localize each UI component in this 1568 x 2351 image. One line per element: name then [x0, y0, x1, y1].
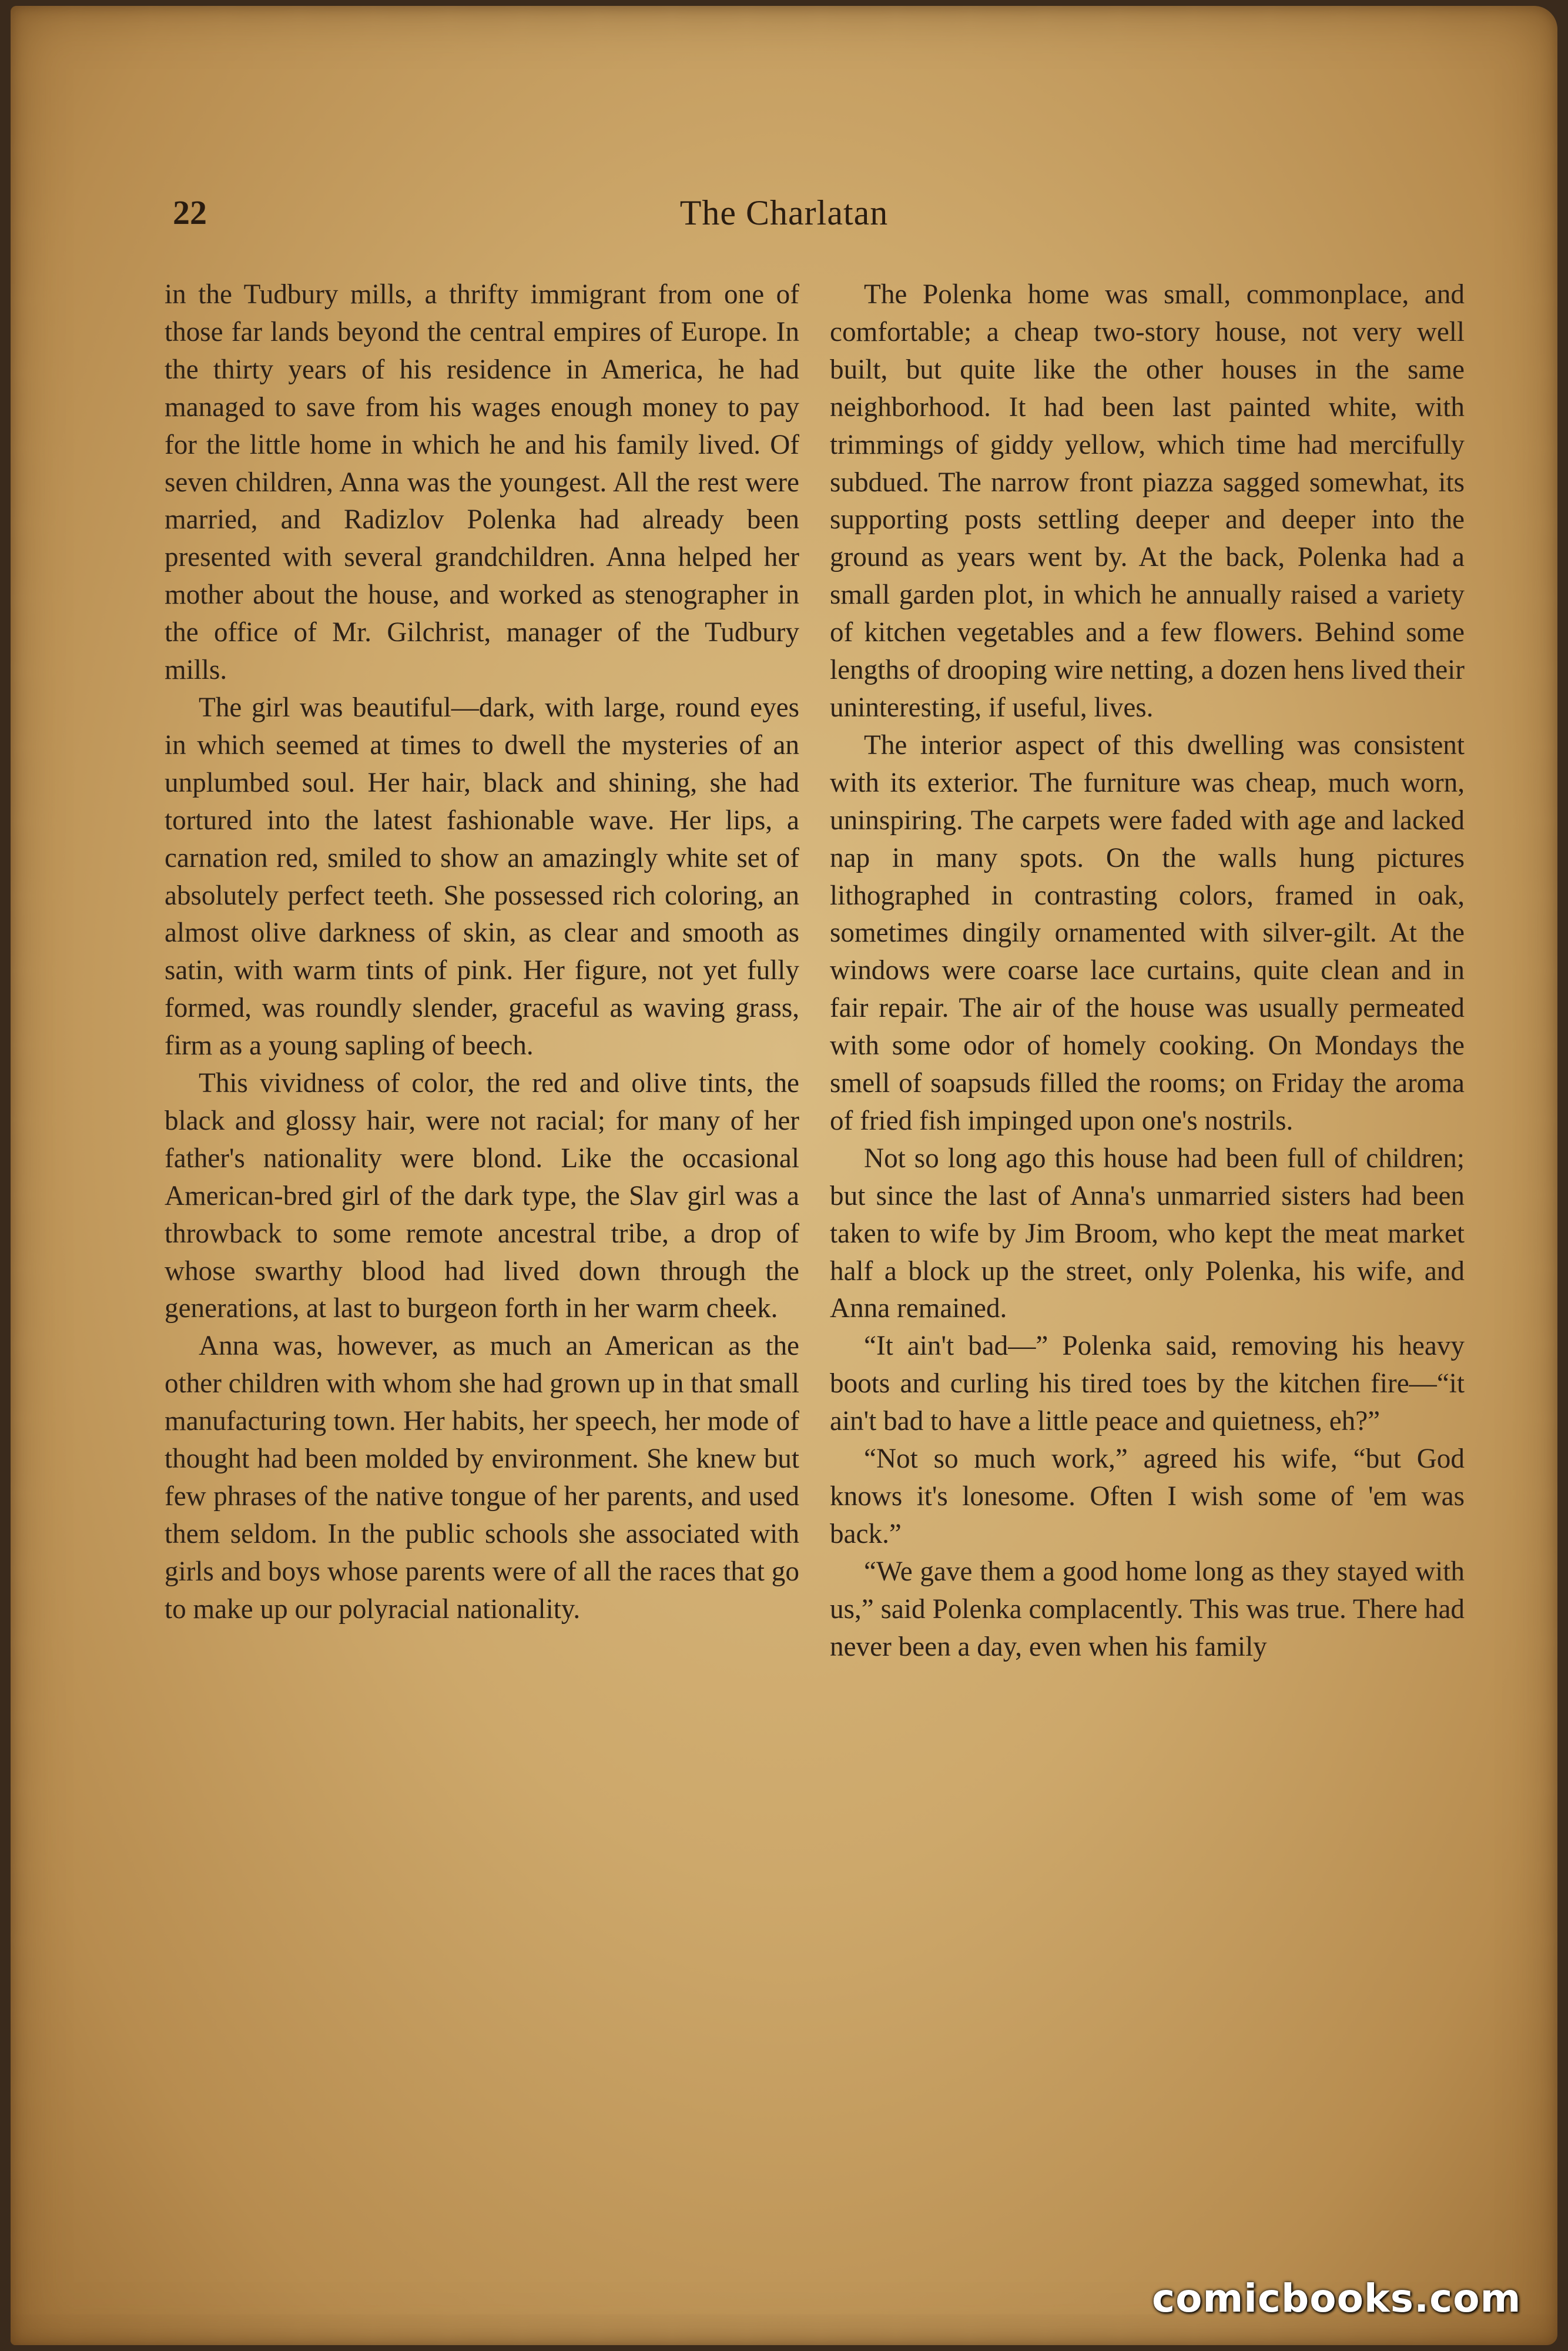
paragraph: Anna was, however, as much an American as the other children with whom she had grown up in that small manufacturing town. Her habits, her speech, her mode of thought had been molded by environment. She knew but few phrases of the native tongue of her parents, and used them seldom. In the public schools she associated with girls and boys whose parents were of all the races that go to make up our polyracial nationality.	[165, 1331, 799, 1625]
book-page	[11, 6, 1557, 2345]
left-column	[165, 276, 799, 1629]
right-column	[830, 276, 1465, 1666]
paragraph: The girl was beautiful—dark, with large, round eyes in which seemed at times to dwell the mysteries of an unplumbed soul. Her hair, black and shining, she had tortured into the latest fashionable wave. Her lips, a carnation red, smiled to show an amazingly white set of absolutely perfect teeth. She possessed rich coloring, an almost olive darkness of skin, as clear and smooth as satin, with warm tints of pink. Her figure, not yet fully formed, was roundly slender, graceful as waving grass, firm as a young sapling of beech.	[165, 692, 799, 1061]
source-watermark: comicbooks.com	[1152, 2276, 1522, 2321]
page-header	[11, 193, 1557, 246]
paragraph: “It ain't bad—” Polenka said, removing his heavy boots and curling his tired toes by the kitchen fire—“it ain't bad to have a little peace and quietness, eh?”	[830, 1331, 1465, 1437]
paragraph: “We gave them a good home long as they stayed with us,” said Polenka complacently. This was true. There had never been a day, even when his family	[830, 1556, 1465, 1662]
paragraph: Not so long ago this house had been full of children; but since the last of Anna's unmarried sisters had been taken to wife by Jim Broom, who kept the meat market half a block up the street, only Polenka, his wife, and Anna remained.	[830, 1143, 1465, 1324]
page-number: 22	[173, 193, 207, 232]
paragraph: “Not so much work,” agreed his wife, “but God knows it's lonesome. Often I wish some of 'em was back.”	[830, 1444, 1465, 1549]
paragraph: The interior aspect of this dwelling was consistent with its exterior. The furniture was cheap, much worn, uninspiring. The carpets were faded with age and lacked nap in many spots. On the walls hung pictures lithographed in contrasting colors, framed in oak, sometimes dingily ornamented with silver-gilt. At the windows were coarse lace curtains, quite clean and in fair repair. The air of the house was usually permeated with some odor of homely cooking. On Mondays the smell of soapsuds filled the rooms; on Friday the aroma of fried fish impinged upon one's nostrils.	[830, 729, 1465, 1136]
running-title: The Charlatan	[679, 193, 889, 232]
paragraph: The Polenka home was small, commonplace, and comfortable; a cheap two-story house, not very well built, but quite like the other houses in the same neighborhood. It had been last painted white, with trimmings of giddy yellow, which time had mercifully subdued. The narrow front piazza sagged somewhat, its supporting posts settling deeper and deeper into the ground as years went by. At the back, Polenka had a small garden plot, in which he annually raised a variety of kitchen vegetables and a few flowers. Behind some lengths of drooping wire netting, a dozen hens lived their uninteresting, if useful, lives.	[830, 279, 1465, 723]
paragraph: This vividness of color, the red and olive tints, the black and glossy hair, were not racial; for many of her father's nationality were blond. Like the occasional American-bred girl of the dark type, the Slav girl was a throwback to some remote ancestral tribe, a drop of whose swarthy blood had lived down through the generations, at last to burgeon forth in her warm cheek.	[165, 1068, 799, 1324]
paragraph: in the Tudbury mills, a thrifty immigrant from one of those far lands beyond the central empires of Europe. In the thirty years of his residence in America, he had managed to save from his wages enough money to pay for the little home in which he and his family lived. Of seven children, Anna was the youngest. All the rest were married, and Radizlov Polenka had already been presented with several grandchildren. Anna helped her mother about the house, and worked as stenographer in the office of Mr. Gilchrist, manager of the Tudbury mills.	[165, 279, 799, 686]
